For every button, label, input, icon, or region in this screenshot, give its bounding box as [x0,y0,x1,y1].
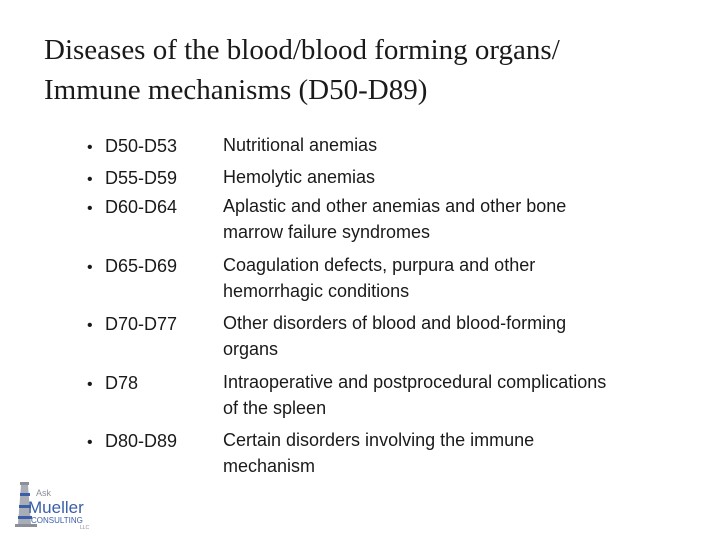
description-line: marrow failure syndromes [223,222,431,242]
code-range-description [223,369,693,421]
description-line: Intraoperative and postprocedural complications [223,372,607,392]
slide-title [44,30,684,110]
code-range [89,193,177,223]
slide-title-line-2: Immune mechanisms (D50-D89) [44,74,428,106]
code-range-description [223,310,693,362]
description-line: organs [223,339,279,359]
code-range-description [223,132,693,158]
code-range [89,427,177,457]
bullet-icon: • [87,259,93,276]
description-line: Nutritional anemias [223,135,378,155]
code-range-label: D60-D64 [105,197,178,217]
code-range [89,310,177,340]
description-line: Coagulation defects, purpura and other [223,255,536,275]
logo-text-ask: Ask [36,488,52,498]
bullet-icon: • [87,139,93,156]
bullet-icon: • [87,171,93,188]
bullet-icon: • [87,317,93,334]
description-line: Certain disorders involving the immune [223,430,535,450]
code-range-label: D70-D77 [105,314,178,334]
bullet-icon: • [87,200,93,217]
code-range [89,369,138,399]
description-line: mechanism [223,456,316,476]
logo-text-llc: LLC [80,525,90,530]
code-range-label: D78 [105,373,139,393]
code-range-label: D65-D69 [105,256,178,276]
description-line: of the spleen [223,398,327,418]
code-range-description [223,164,693,190]
code-range-label: D80-D89 [105,431,178,451]
description-line: Hemolytic anemias [223,167,376,187]
description-line: Other disorders of blood and blood-forming [223,313,567,333]
code-range-description [223,193,693,245]
code-range [89,132,177,162]
description-line: Aplastic and other anemias and other bone [223,196,567,216]
logo-text-consulting: CONSULTING [31,516,83,525]
ask-mueller-consulting-logo [14,480,98,530]
slide-title-line-1: Diseases of the blood/blood forming organs/ [44,34,560,66]
code-range-description [223,427,693,479]
code-range [89,164,177,194]
code-range-label: D55-D59 [105,168,178,188]
code-range-label: D50-D53 [105,136,178,156]
code-range-description [223,252,693,304]
bullet-icon: • [87,376,93,393]
code-range [89,252,177,282]
description-line: hemorrhagic conditions [223,281,410,301]
logo-text-mueller: Mueller [28,498,84,517]
bullet-icon: • [87,434,93,451]
